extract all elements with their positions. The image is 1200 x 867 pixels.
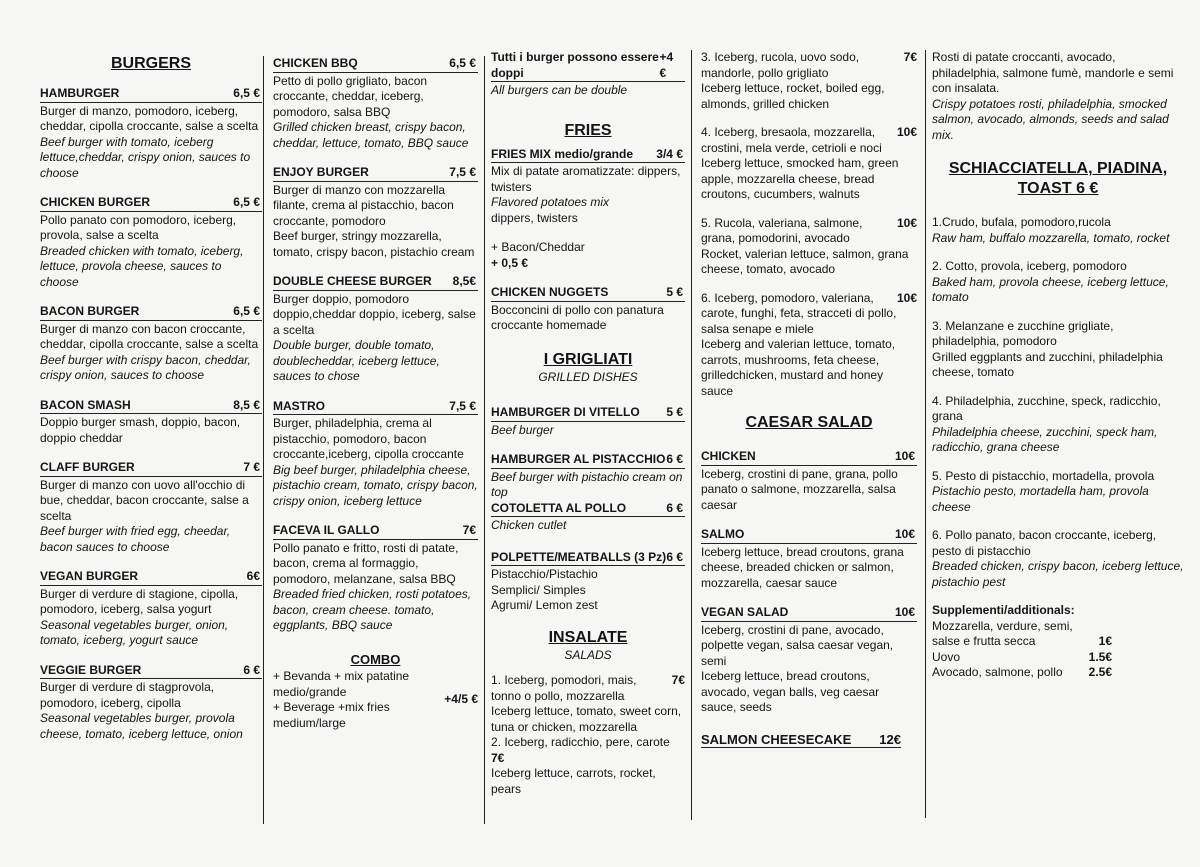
supplement-row [932, 650, 1112, 666]
sandwich-it: 5. Pesto di pistacchio, mortadella, provola [932, 468, 1155, 483]
menu-item [40, 663, 262, 743]
supplement-row [932, 634, 1112, 650]
burgers-column [40, 50, 262, 756]
item-desc: Mix di patate aromatizzate: dippers, twisters [491, 164, 681, 194]
item-desc: Bocconcini di pollo con panatura croccante homemade [491, 302, 664, 332]
menu-item [491, 550, 685, 614]
item-desc-en: Beef burger with tomato, iceberg lettuce,cheddar, crispy onion, sauces to choose [40, 134, 251, 180]
menu-item [491, 147, 685, 272]
menu-item [40, 86, 262, 181]
item-price: 6,5 € [449, 56, 476, 70]
item-desc: Burger di verdure di stagprovola, pomodoro, iceberg, cipolla [40, 680, 215, 710]
salad-item [701, 216, 917, 278]
item-name: VEGAN BURGER [40, 569, 139, 583]
grigliati-title: I GRIGLIATI [543, 350, 633, 368]
item-desc-en: Double burger, double tomato, doublecheddar, iceberg lettuce, sauces to chose [273, 338, 440, 383]
item-price: 8,5€ [452, 274, 476, 288]
salad-price: 7€ [491, 750, 505, 765]
supplement-label: Avocado, salmone, pollo [932, 665, 1063, 679]
salad-item [491, 673, 685, 735]
menu-item [40, 195, 262, 290]
item-name: COTOLETTA AL POLLO [491, 500, 627, 515]
menu-item [491, 501, 685, 534]
item-name: FACEVA IL GALLO [273, 523, 380, 537]
salad-head: 3. Iceberg, rucola, uovo sodo, [701, 50, 860, 64]
burgers-column-2 [263, 56, 485, 824]
salad-price: 10€ [896, 290, 917, 305]
salad-price: 7€ [903, 50, 917, 64]
sandwich-column [926, 50, 1188, 681]
sandwich-en: Pistachio pesto, mortadella ham, provola cheese [932, 484, 1149, 514]
item-price: 6 € [666, 500, 683, 515]
supplements-title: Supplementi/additionals: [932, 603, 1075, 617]
item-desc: Burger di manzo con uovo all'occhio di bue, cheddar, bacon croccante, salse a scelta [40, 477, 249, 523]
item-desc: Pollo panato con pomodoro, iceberg, provola, salse a scelta [40, 212, 237, 242]
salad-head: 2. Iceberg, radicchio, pere, carote [491, 735, 670, 749]
insalate-title: INSALATE [548, 628, 628, 646]
salad-en: Iceberg lettuce, smocked ham, green apple, mozzarella cheese, bread croutons, cucumbers, walnuts [701, 156, 899, 201]
item-price: 6,5 € [233, 195, 260, 209]
item-desc-en: Seasonal vegetables burger, onion, tomato, iceberg, yogurt sauce [40, 617, 229, 647]
item-desc: Burger di verdure di stagione, cipolla, pomodoro, iceberg, salsa yogurt [40, 586, 239, 616]
item-name: VEGGIE BURGER [40, 662, 142, 677]
item-name: HAMBURGER [40, 86, 120, 100]
item-name: Tutti i burger possono essere doppi [491, 50, 659, 80]
item-desc: Pistacchio/Pistachio Semplici/ Simples Agrumi/ Lemon zest [491, 567, 598, 612]
burgers-title: BURGERS [110, 55, 191, 72]
salad-head: 1. Iceberg, pomodori, mais, [491, 673, 637, 687]
salad-en: Rocket, valerian lettuce, salmon, grana cheese, tomato, avocado [701, 246, 909, 276]
menu-item [491, 285, 685, 334]
salad-item [491, 735, 685, 797]
sandwich-it: 1.Crudo, bufala, pomodoro,rucola [932, 215, 1111, 229]
combo-line-2: + Beverage +mix fries medium/large [273, 700, 390, 730]
item-price: 10€ [894, 449, 915, 463]
item-price: 10€ [894, 527, 915, 541]
item-name: BACON SMASH [40, 397, 131, 412]
fries-title: FRIES [564, 121, 612, 139]
item-name: SALMO [701, 527, 745, 541]
item-desc-en: Beef burger with crispy bacon, cheddar, crispy onion, sauces to choose [40, 352, 251, 382]
menu-item [701, 527, 917, 591]
supplements [932, 603, 1184, 681]
sandwich-en: Raw ham, buffalo mozzarella, tomato, rocket [932, 230, 1170, 245]
item-name: HAMBURGER AL PISTACCHIO [491, 452, 666, 466]
salad-rest: grana, pomodorini, avocado [701, 231, 850, 245]
item-price: 10€ [894, 605, 915, 619]
combo-section [273, 652, 478, 732]
item-desc: Iceberg, crostini di pane, avocado, polpette vegan, salsa caesar vegan, semi [701, 622, 894, 668]
caesar-title: CAESAR SALAD [745, 414, 873, 431]
item-price: +4 € [659, 50, 674, 80]
menu-item [273, 523, 478, 634]
salad-rest: carote, funghi, feta, stracceti di pollo, salsa senape e miele [701, 306, 897, 336]
item-desc-en: Big beef burger, philadelphia cheese, pistachio cream, tomato, crispy bacon, crispy onion, iceberg lettuce [273, 462, 478, 508]
cheesecake-desc-en: Crispy potatoes rosti, philadelphia, smocked salmon, avocado, almonds, seeds and salad mix. [932, 96, 1169, 142]
sandwich-item [932, 394, 1184, 456]
salad-rest: crostini, mela verde, cetrioli e noci [701, 140, 882, 155]
item-price: 12€ [879, 731, 901, 747]
sandwich-item [932, 215, 1184, 246]
item-name: CHICKEN NUGGETS [491, 285, 609, 299]
menu-item [491, 452, 685, 501]
menu-item [40, 460, 262, 555]
item-desc: Burger di manzo con mozzarella filante, crema al pistacchio, bacon croccante, pomodoro [273, 182, 454, 228]
salad-en: Iceberg lettuce, carrots, rocket, pears [491, 766, 656, 796]
salad-price: 7€ [671, 673, 685, 687]
item-price: 6,5 € [233, 304, 260, 318]
combo-price: +4/5 € [444, 692, 478, 707]
item-price: 6€ [246, 569, 260, 583]
item-desc: Iceberg lettuce, bread croutons, grana cheese, breaded chicken or salmon, mozzarella, caesar sauce [701, 544, 904, 590]
salad-en: Iceberg and valerian lettuce, tomato, carrots, mushrooms, feta cheese, grilledchicken, mustard and honey sauce [701, 337, 896, 398]
sandwich-it: 3. Melanzane e zucchine grigliate, philadelphia, pomodoro [932, 318, 1114, 348]
salad-item [701, 125, 917, 203]
grigliati-subtitle: GRILLED DISHES [538, 369, 638, 384]
sandwich-item [932, 528, 1184, 590]
item-desc: Burger, philadelphia, crema al pistacchio, pomodoro, bacon croccante,iceberg, cipolla croccante [273, 416, 464, 461]
item-price: 5 € [666, 285, 683, 299]
supplement-row [932, 665, 1112, 681]
menu-item [273, 399, 478, 510]
sandwich-it: 4. Philadelphia, zucchine, speck, radicchio, grana [932, 393, 1161, 423]
item-name: SALMON CHEESECAKE [701, 731, 852, 747]
menu-item [40, 304, 262, 384]
item-name: CLAFF BURGER [40, 460, 135, 474]
item-desc: Burger doppio, pomodoro doppio,cheddar doppio, iceberg, salse a scelta [273, 291, 476, 337]
item-name: ENJOY BURGER [273, 165, 369, 179]
salmon-cheesecake [701, 732, 901, 749]
sandwich-it-2: Grilled eggplants and zucchini, philadelphia cheese, tomato [932, 349, 1163, 379]
sandwich-item [932, 259, 1184, 306]
item-desc: Petto di pollo grigliato, bacon croccante, cheddar, iceberg, pomodoro, salsa BBQ [273, 73, 428, 119]
menu-item [701, 605, 917, 716]
item-desc-en: Beef burger [491, 422, 554, 437]
menu-item [273, 56, 478, 151]
salad-item [701, 50, 917, 112]
item-price: 8,5 € [233, 397, 260, 412]
item-desc: Iceberg, crostini di pane, grana, pollo panato o salmone, mozzarella, salsa caesar [701, 466, 898, 512]
item-price: 3/4 € [656, 146, 683, 161]
item-desc-en: Beef burger with pistachio cream on top [491, 469, 683, 499]
item-desc-en: Breaded chicken with tomato, iceberg, lettuce, provola cheese, sauces to choose [40, 243, 244, 289]
item-price: 7,5 € [449, 165, 476, 179]
item-desc: Burger di manzo, pomodoro, iceberg, cheddar, cipolla croccante, salse a scelta [40, 103, 259, 133]
item-desc-en: Seasonal vegetables burger, provola cheese, tomato, iceberg lettuce, onion [40, 711, 243, 741]
salads-column [692, 50, 926, 818]
item-desc-en: All burgers can be double [491, 83, 628, 97]
menu-item [273, 274, 478, 385]
item-name: CHICKEN [701, 449, 756, 463]
cheesecake-desc: Rosti di patate croccanti, avocado, philadelphia, salmone fumè, mandorle e semi con insalata. [932, 50, 1174, 95]
menu-item [701, 449, 917, 513]
fries-extra-price: + 0,5 € [491, 255, 529, 270]
salad-price: 10€ [896, 215, 917, 230]
salad-price: 10€ [896, 125, 917, 139]
schiacciatella-title: SCHIACCIATELLA, PIADINA, TOAST 6 € [948, 160, 1168, 197]
supplement-price: 1.5€ [1088, 649, 1112, 664]
item-name: CHICKEN BURGER [40, 195, 151, 209]
item-price: 6 € [666, 549, 683, 564]
item-name: HAMBURGER DI VITELLO [491, 405, 640, 419]
item-desc-en: Breaded fried chicken, rosti potatoes, bacon, cream cheese. tomato, eggplants, BBQ sauce [273, 587, 472, 632]
sandwich-it: 2. Cotto, provola, iceberg, pomodoro [932, 259, 1127, 273]
item-name: VEGAN SALAD [701, 605, 789, 619]
double-burger-note [491, 50, 685, 99]
sandwich-en: Philadelphia cheese, zucchini, speck ham, radicchio, grana cheese [932, 424, 1158, 454]
item-desc-en: Grilled chicken breast, crispy bacon, cheddar, lettuce, tomato, BBQ sauce [273, 120, 469, 150]
item-price: 6 € [666, 452, 683, 466]
item-name: FRIES MIX medio/grande [491, 146, 634, 161]
item-desc-en: Chicken cutlet [491, 518, 567, 532]
sandwich-item [932, 319, 1184, 381]
item-desc-2: Beef burger, stringy mozzarella, tomato, crispy bacon, pistachio cream [273, 229, 475, 259]
item-desc-2: dippers, twisters [491, 210, 578, 225]
item-name: POLPETTE/MEATBALLS (3 Pz) [491, 549, 667, 564]
sandwich-it: 6. Pollo panato, bacon croccante, iceberg, pesto di pistacchio [932, 528, 1157, 558]
menu-item [491, 405, 685, 438]
supplement-label: Uovo [932, 649, 961, 664]
item-price: 6 € [243, 662, 260, 677]
salad-item [701, 291, 917, 400]
item-price: 7,5 € [449, 398, 476, 413]
item-price: 5 € [666, 405, 683, 419]
item-name: MASTRO [273, 398, 325, 413]
item-desc: Doppio burger smash, doppio, bacon, doppio cheddar [40, 415, 241, 445]
salad-head: 5. Rucola, valeriana, salmone, [701, 215, 863, 230]
fries-extra: + Bacon/Cheddar [491, 240, 585, 254]
item-desc-en: Beef burger with fried egg, cheedar, bacon sauces to choose [40, 524, 231, 554]
salad-rest: mandorle, pollo grigliato [701, 65, 829, 80]
insalate-subtitle: SALADS [564, 647, 612, 662]
supplements-line: Mozzarella, verdure, semi, [932, 618, 1073, 633]
salad-head: 4. Iceberg, bresaola, mozzarella, [701, 125, 876, 139]
fries-grill-column [485, 50, 692, 820]
sandwich-en: Breaded chicken, crispy bacon, iceberg lettuce, pistachio pest [932, 559, 1184, 589]
combo-title: COMBO [350, 651, 401, 667]
salad-en: Iceberg lettuce, tomato, sweet corn, tuna or chicken, mozzarella [491, 704, 682, 734]
supplement-price: 1€ [1098, 634, 1112, 648]
menu-item [40, 569, 262, 649]
item-price: 7 € [243, 460, 260, 474]
menu-item [273, 165, 478, 260]
item-price: 7€ [462, 523, 476, 537]
supplement-price: 2.5€ [1088, 665, 1112, 679]
item-name: CHICKEN BBQ [273, 56, 358, 70]
salad-en: Iceberg lettuce, rocket, boiled egg, almonds, grilled chicken [701, 81, 885, 111]
menu-item [40, 398, 262, 447]
item-desc-2: Iceberg lettuce, bread croutons, avocado, vegan balls, veg caesar sauce, seeds [701, 669, 880, 714]
salad-rest: tonno o pollo, mozzarella [491, 688, 625, 703]
item-name: DOUBLE CHEESE BURGER [273, 274, 432, 288]
item-desc: Pollo panato e fritto, rosti di patate, bacon, crema al formaggio, pomodoro, melanzane, salsa BBQ [273, 540, 459, 586]
item-desc-en: Flavored potatoes mix [491, 195, 610, 209]
sandwich-item [932, 469, 1184, 516]
item-desc: Burger di manzo con bacon croccante, cheddar, cipolla croccante, salse a scelta [40, 321, 259, 351]
supplement-label: salse e frutta secca [932, 634, 1036, 648]
item-name: BACON BURGER [40, 304, 140, 318]
combo-line-1: + Bevanda + mix patatine medio/grande [273, 669, 410, 699]
item-price: 6,5 € [233, 86, 260, 100]
sandwich-en: Baked ham, provola cheese, iceberg lettuce, tomato [932, 274, 1169, 304]
salad-head: 6. Iceberg, pomodoro, valeriana, [701, 290, 874, 305]
